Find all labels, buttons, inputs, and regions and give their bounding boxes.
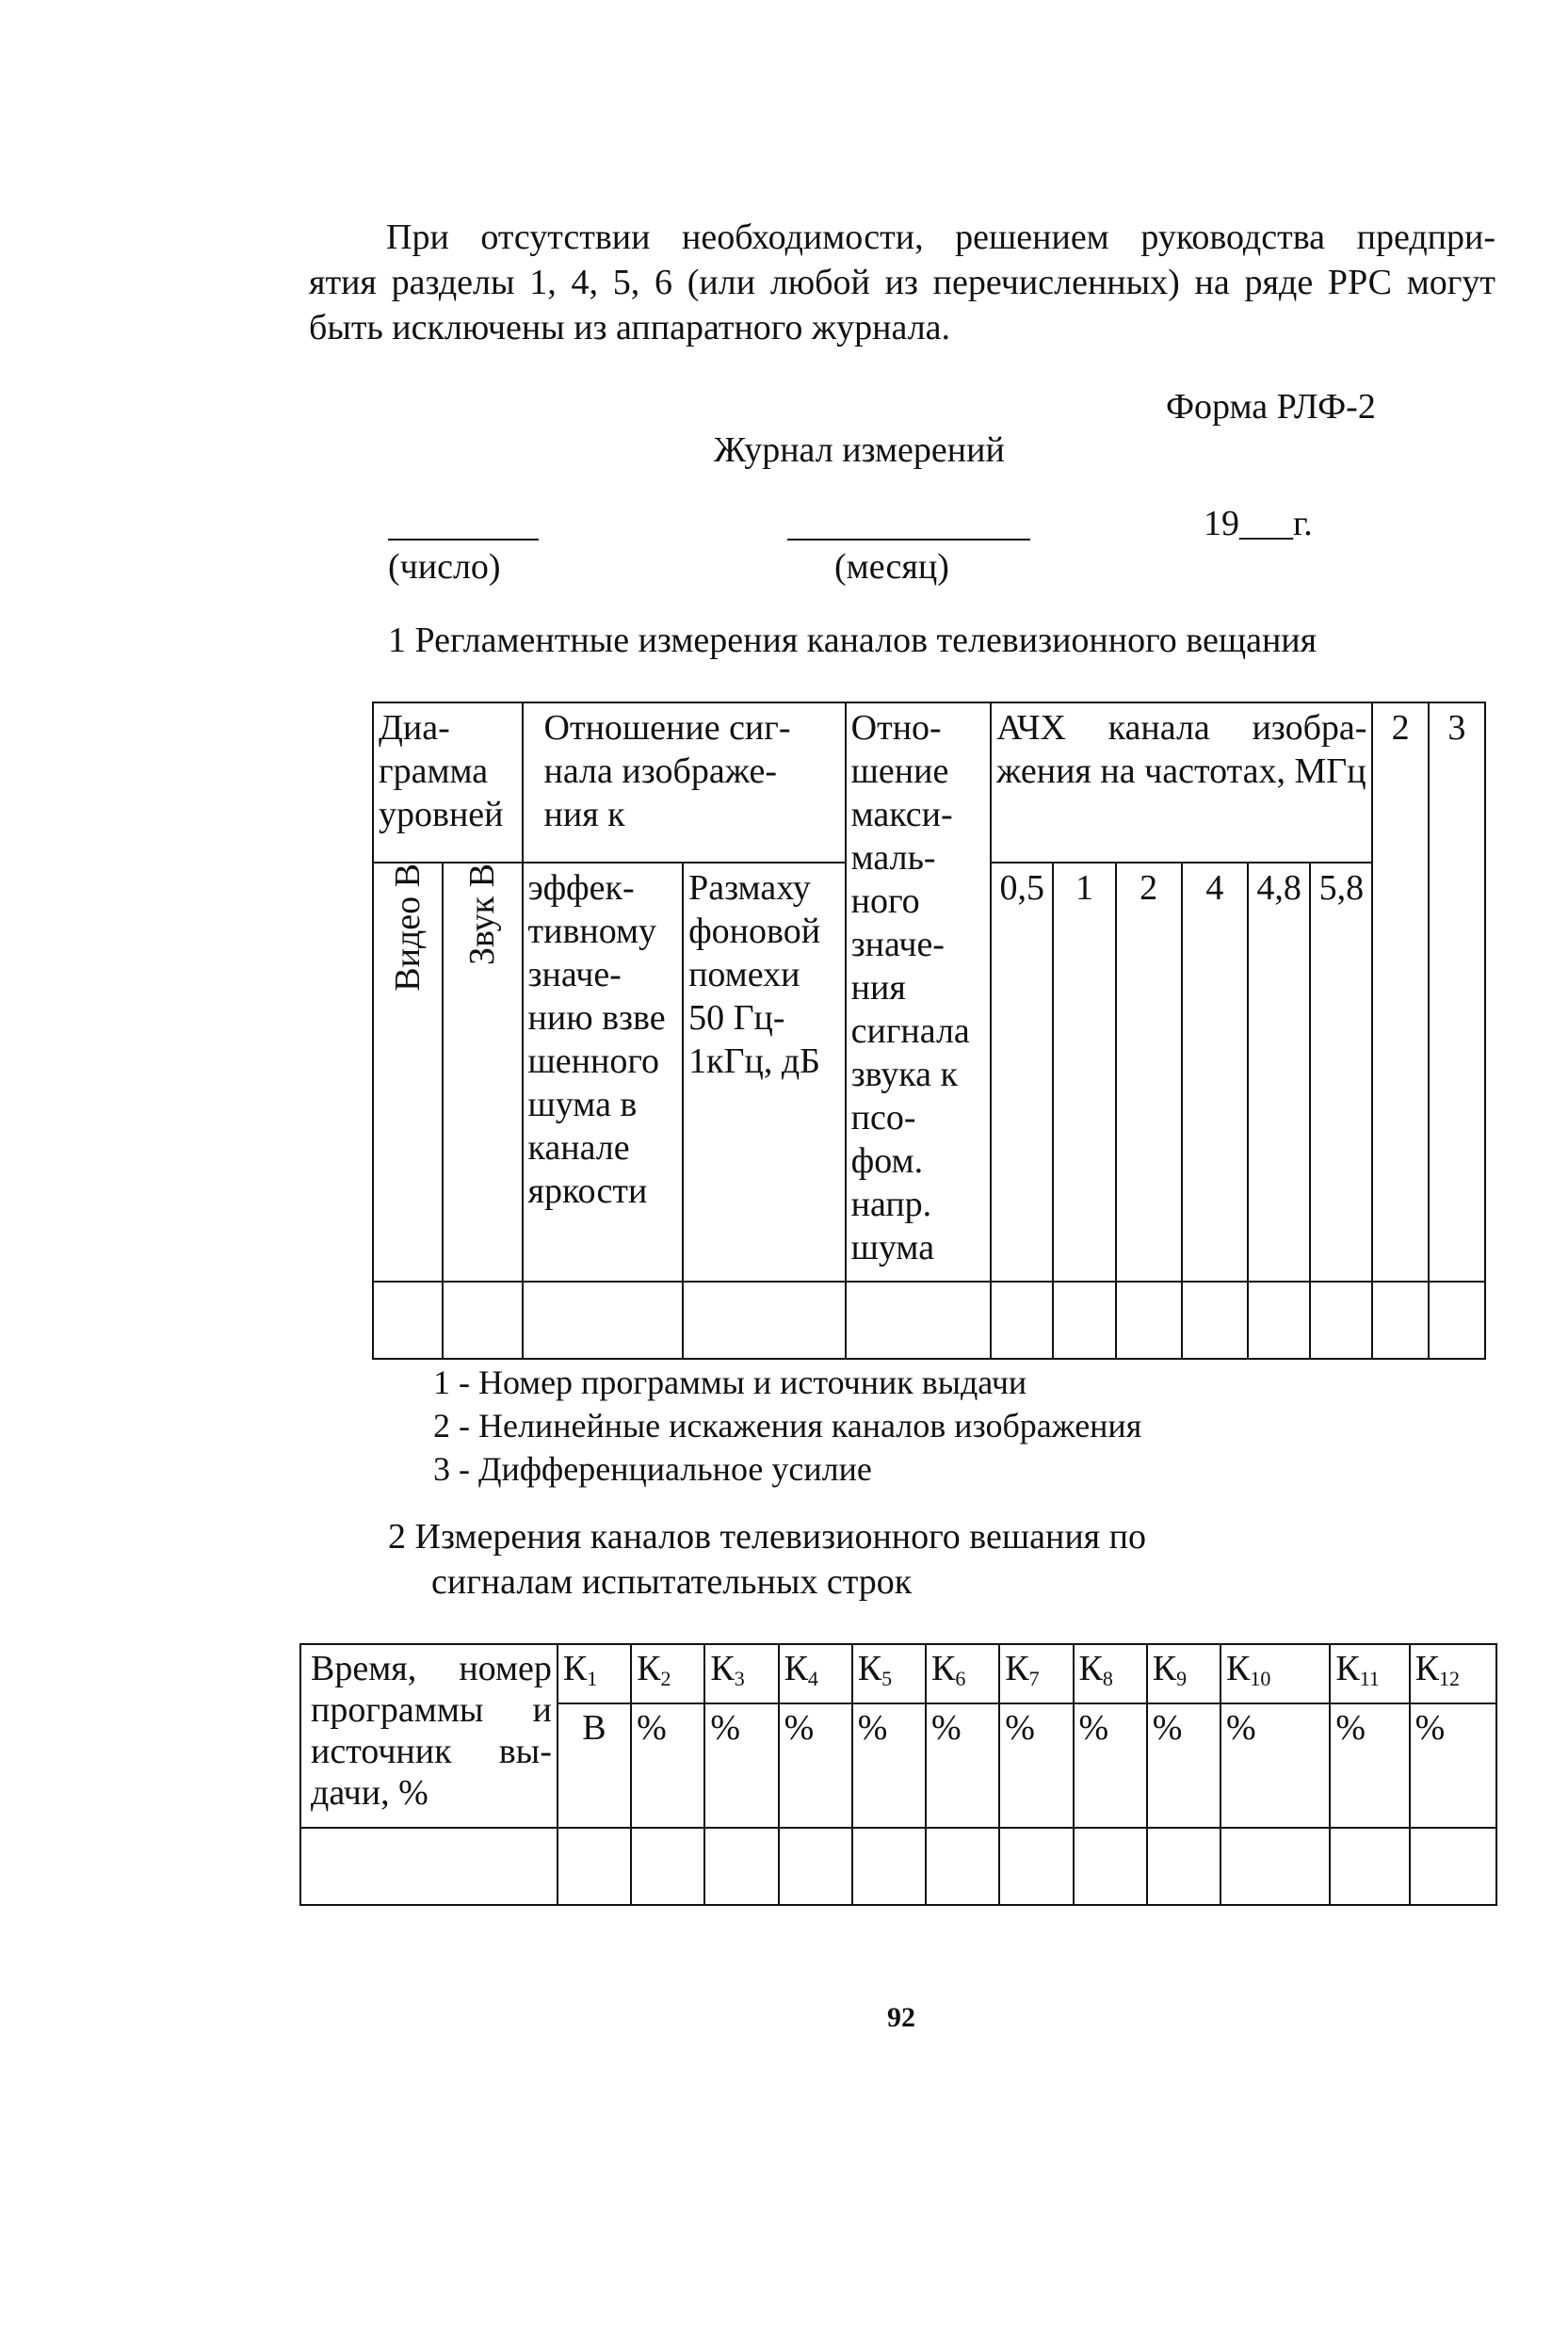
table-cell[interactable] bbox=[1182, 1282, 1248, 1359]
table-row bbox=[373, 1282, 1485, 1359]
k-header: К7 bbox=[999, 1644, 1073, 1703]
intro-line-1: При отсутствии необходимости, решением руководства предпри- bbox=[386, 218, 1495, 257]
max-ratio-header: Отно- шение макси- маль- ного значе- ния сигнала звука к псо- фом. напр. шума bbox=[846, 702, 992, 1282]
k-header: К11 bbox=[1330, 1644, 1409, 1703]
unit-cell: % bbox=[1220, 1703, 1330, 1828]
table-cell[interactable] bbox=[558, 1828, 631, 1905]
freq-header: 5,8 bbox=[1310, 863, 1372, 1282]
time-program-header-line: Время, номер bbox=[311, 1649, 552, 1688]
note-3: 3 - Дифференциальное усилие bbox=[433, 1450, 872, 1488]
freq-header: 0,5 bbox=[991, 863, 1053, 1282]
freq-header: 1 bbox=[1053, 863, 1115, 1282]
table-cell[interactable] bbox=[443, 1282, 522, 1359]
section2-title-line2: сигналам испытательных строк bbox=[431, 1562, 913, 1602]
day-caption: (число) bbox=[388, 547, 501, 587]
afc-header: АЧХ канала изобра- жения на частотах, МГц bbox=[991, 702, 1372, 863]
unit-cell: В bbox=[558, 1703, 631, 1828]
k-header: К8 bbox=[1074, 1644, 1147, 1703]
time-program-header-line: программы и bbox=[311, 1690, 552, 1730]
k-header: К5 bbox=[852, 1644, 926, 1703]
k-header: К3 bbox=[704, 1644, 778, 1703]
measurements-table bbox=[372, 702, 1486, 1360]
table-cell[interactable] bbox=[991, 1282, 1053, 1359]
unit-cell: % bbox=[1330, 1703, 1409, 1828]
col-2-header: 2 bbox=[1372, 702, 1428, 1282]
time-program-header bbox=[300, 1644, 558, 1828]
unit-cell: % bbox=[852, 1703, 926, 1828]
table-cell[interactable] bbox=[779, 1828, 852, 1905]
table-cell[interactable] bbox=[523, 1282, 684, 1359]
unit-cell: % bbox=[926, 1703, 999, 1828]
table-cell[interactable] bbox=[373, 1282, 443, 1359]
ripple-header: Размаху фоновой помехи 50 Гц- 1кГц, дБ bbox=[683, 863, 846, 1282]
year-label: 19___г. bbox=[1204, 504, 1313, 543]
table-cell[interactable] bbox=[852, 1828, 926, 1905]
time-program-header-line: источник вы- bbox=[311, 1732, 552, 1771]
day-blank-line bbox=[388, 539, 539, 541]
k-header: К10 bbox=[1220, 1644, 1330, 1703]
table-cell[interactable] bbox=[1310, 1282, 1372, 1359]
journal-title: Журнал измерений bbox=[714, 430, 1005, 470]
section1-title: 1 Регламентные измерения каналов телевизионного вещания bbox=[388, 621, 1317, 660]
table-cell[interactable] bbox=[1330, 1828, 1409, 1905]
intro-paragraph bbox=[309, 215, 1495, 350]
col-3-header: 3 bbox=[1429, 702, 1485, 1282]
k-header: К1 bbox=[558, 1644, 631, 1703]
table-cell[interactable] bbox=[1116, 1282, 1182, 1359]
unit-cell: % bbox=[1410, 1703, 1496, 1828]
freq-header: 2 bbox=[1116, 863, 1182, 1282]
table-cell[interactable] bbox=[1248, 1282, 1310, 1359]
unit-cell: % bbox=[631, 1703, 704, 1828]
table-cell[interactable] bbox=[999, 1828, 1073, 1905]
table-cell[interactable] bbox=[1372, 1282, 1428, 1359]
sound-header-label: Звук В bbox=[462, 863, 503, 965]
intro-line-3: быть исключены из аппаратного журнала. bbox=[309, 308, 951, 347]
k-header: К12 bbox=[1410, 1644, 1496, 1703]
video-header-label: Видео В bbox=[388, 863, 428, 992]
unit-cell: % bbox=[779, 1703, 852, 1828]
table-cell[interactable] bbox=[683, 1282, 846, 1359]
sound-header bbox=[443, 863, 522, 1282]
table-cell[interactable] bbox=[1429, 1282, 1485, 1359]
table-cell[interactable] bbox=[926, 1828, 999, 1905]
k-header: К2 bbox=[631, 1644, 704, 1703]
table-cell[interactable] bbox=[1220, 1828, 1330, 1905]
test-lines-table bbox=[299, 1643, 1497, 1906]
month-blank-line bbox=[787, 539, 1030, 541]
note-2: 2 - Нелинейные искажения каналов изображения bbox=[433, 1407, 1142, 1444]
note-1: 1 - Номер программы и источник выдачи bbox=[433, 1364, 1027, 1401]
month-caption: (месяц) bbox=[834, 547, 949, 587]
video-header bbox=[373, 863, 443, 1282]
k-header: К6 bbox=[926, 1644, 999, 1703]
table-cell[interactable] bbox=[704, 1828, 778, 1905]
table-cell[interactable] bbox=[1053, 1282, 1115, 1359]
table-cell[interactable] bbox=[1410, 1828, 1496, 1905]
section2-title-line1: 2 Измерения каналов телевизионного вешания по bbox=[388, 1517, 1146, 1557]
table-row bbox=[300, 1828, 1496, 1905]
levels-diagram-header: Диа- грамма уровней bbox=[373, 702, 523, 863]
unit-cell: % bbox=[1147, 1703, 1220, 1828]
unit-cell: % bbox=[999, 1703, 1073, 1828]
unit-cell: % bbox=[704, 1703, 778, 1828]
freq-header: 4 bbox=[1182, 863, 1248, 1282]
effective-noise-header: эффек- тивному значе- нию взве шенного шума в канале яркости bbox=[523, 863, 684, 1282]
page-number: 92 bbox=[887, 2002, 915, 2033]
form-label: Форма РЛФ-2 bbox=[1166, 387, 1376, 427]
freq-header: 4,8 bbox=[1248, 863, 1310, 1282]
intro-line-2: ятия разделы 1, 4, 5, 6 (или любой из перечисленных) на ряде РРС могут bbox=[309, 263, 1495, 302]
unit-cell: % bbox=[1074, 1703, 1147, 1828]
snr-header: Отношение сиг- нала изображе- ния к bbox=[523, 702, 846, 863]
time-program-header-line: дачи, % bbox=[311, 1773, 428, 1813]
table-cell[interactable] bbox=[1147, 1828, 1220, 1905]
table-cell[interactable] bbox=[631, 1828, 704, 1905]
table-cell[interactable] bbox=[846, 1282, 992, 1359]
table-cell[interactable] bbox=[1074, 1828, 1147, 1905]
k-header: К9 bbox=[1147, 1644, 1220, 1703]
k-header: К4 bbox=[779, 1644, 852, 1703]
table-cell[interactable] bbox=[300, 1828, 558, 1905]
